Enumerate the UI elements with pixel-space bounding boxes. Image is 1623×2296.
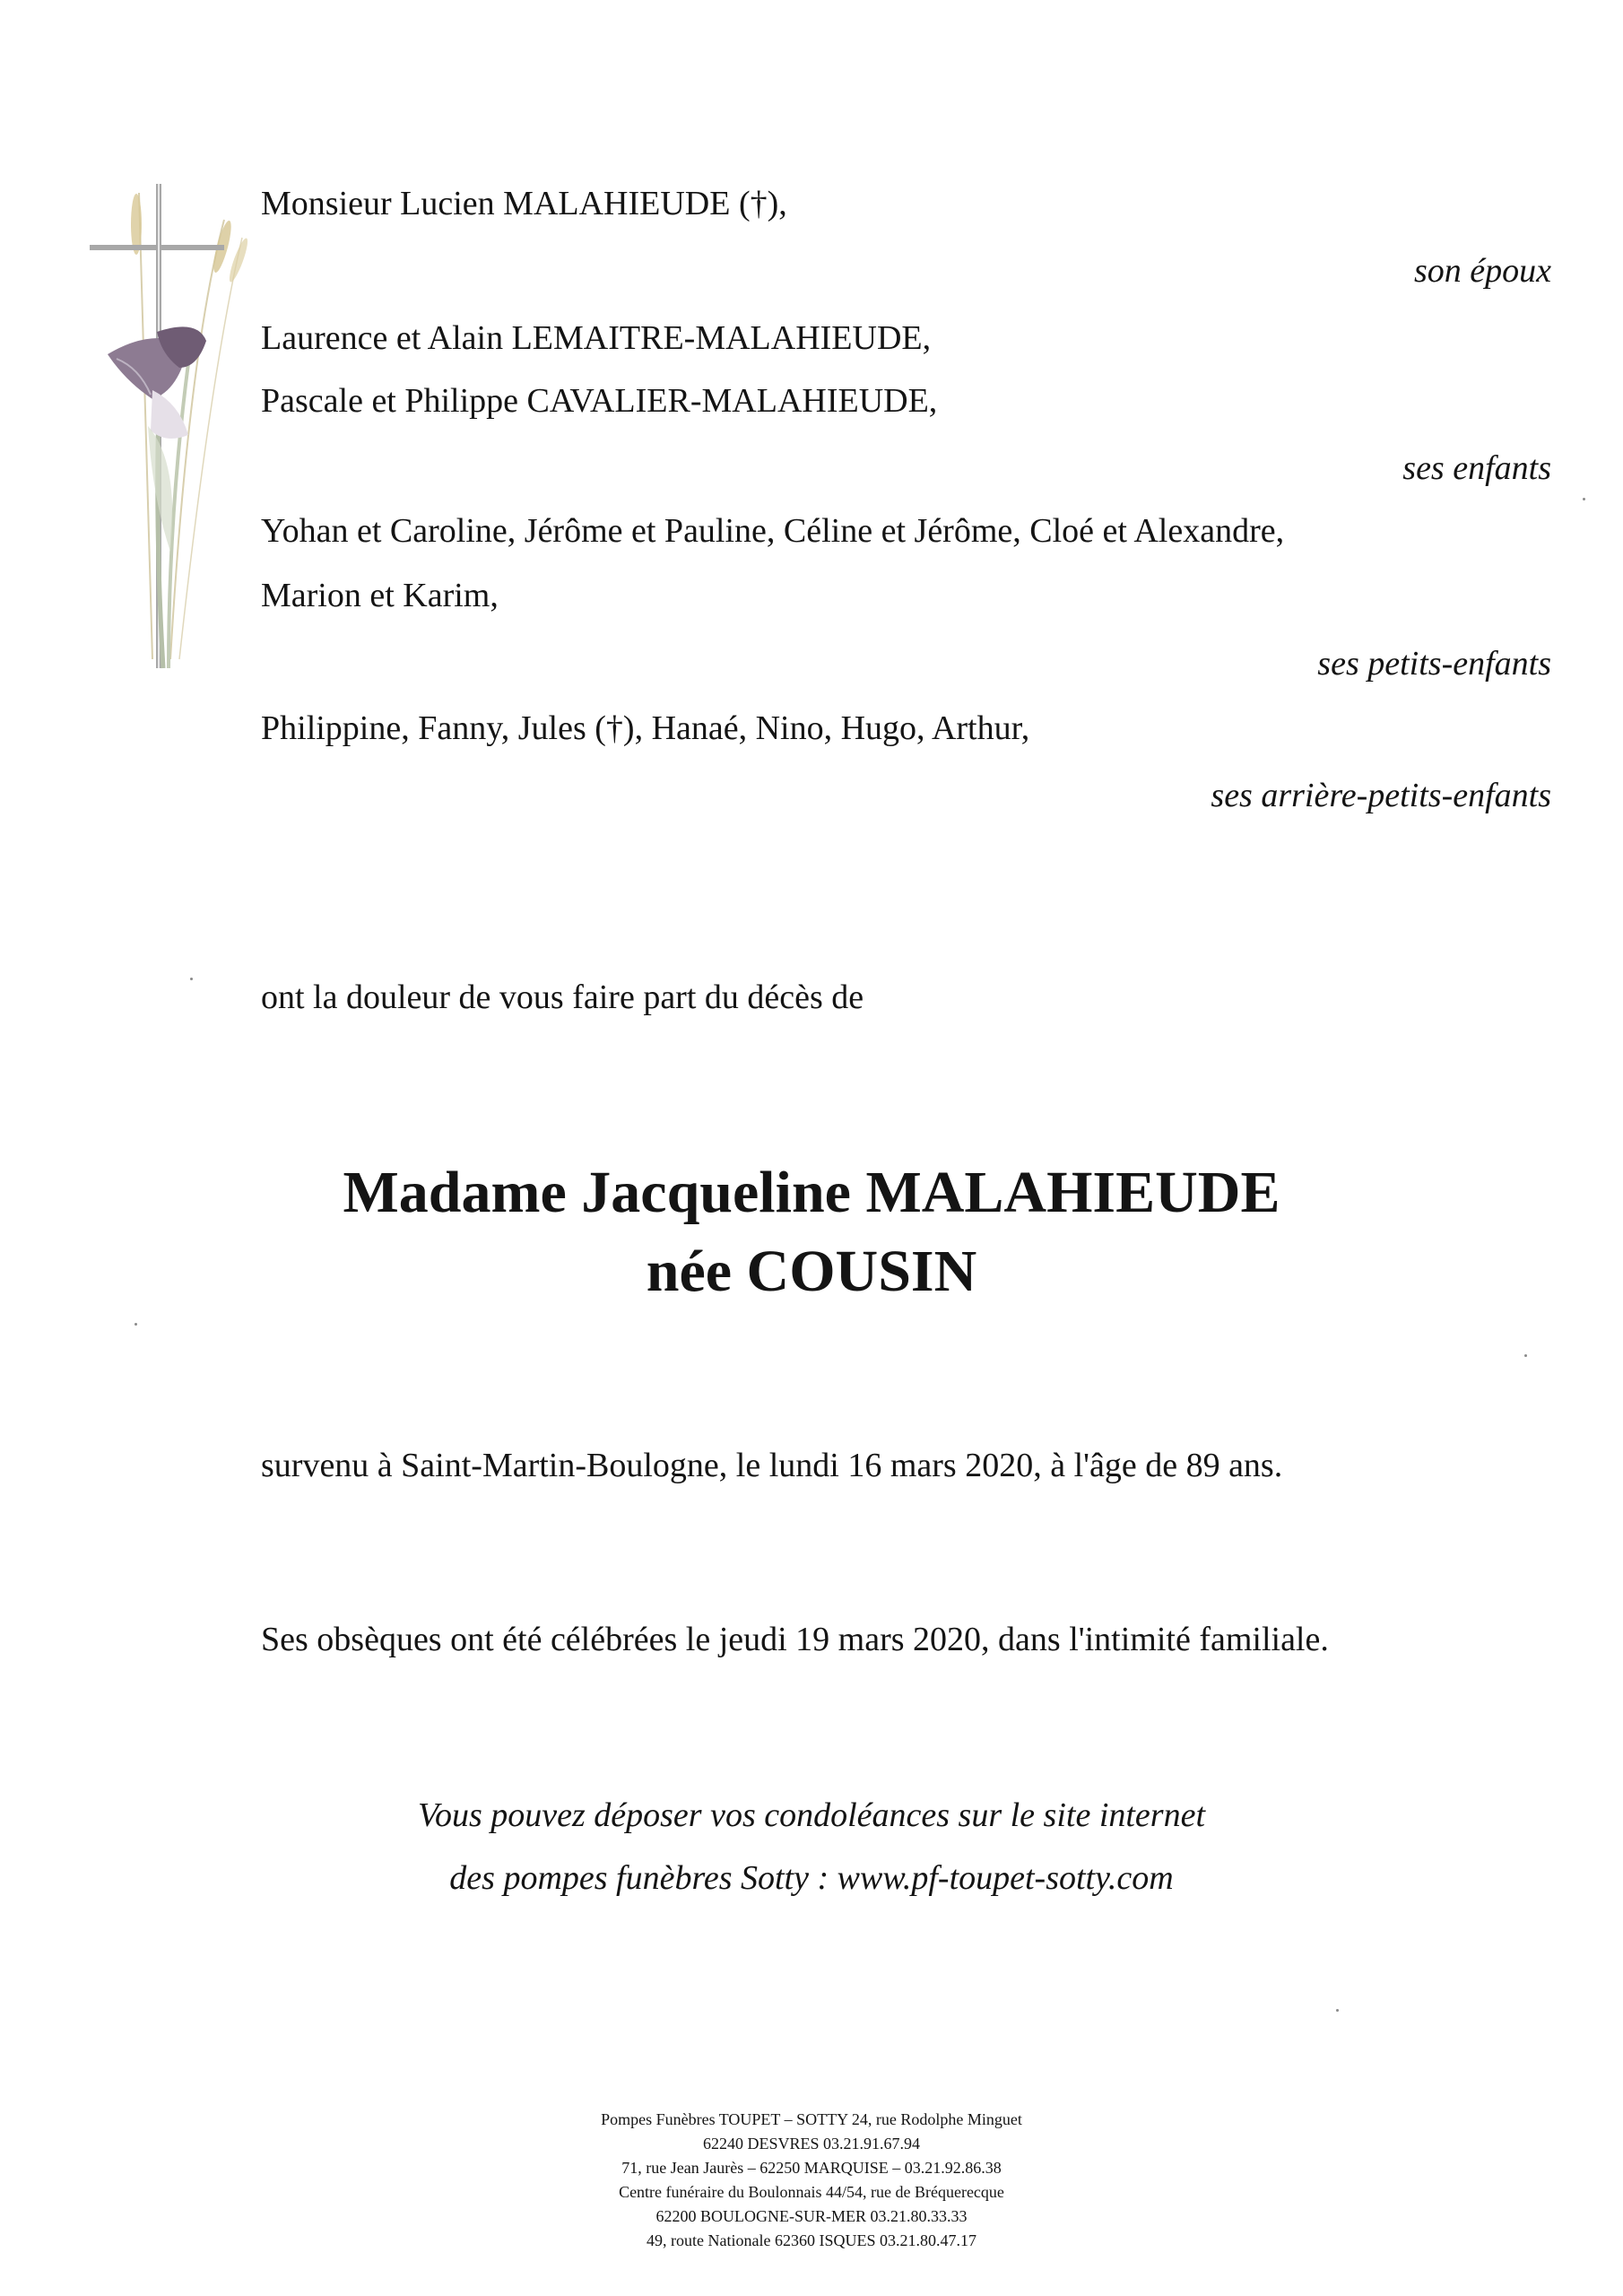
scan-speck — [135, 1323, 137, 1326]
announcement-text: ont la douleur de vous faire part du décès de — [261, 978, 864, 1016]
grandchildren-line-2: Marion et Karim, — [261, 577, 499, 614]
deceased-maiden-name: née COUSIN — [646, 1239, 977, 1304]
grandchildren-line-1: Yohan et Caroline, Jérôme et Pauline, Céline et Jérôme, Cloé et Alexandre, — [261, 512, 1285, 550]
great-grandchildren-line: Philippine, Fanny, Jules (†), Hanaé, Nino, Hugo, Arthur, — [261, 709, 1030, 747]
death-details: survenu à Saint-Martin-Boulogne, le lundi 16 mars 2020, à l'âge de 89 ans. — [261, 1447, 1283, 1484]
grandchildren-role: ses petits-enfants — [1317, 645, 1551, 683]
condolences-line-2: des pompes funèbres Sotty : www.pf-toupet-sotty.com — [449, 1859, 1174, 1897]
spouse-line: Monsieur Lucien MALAHIEUDE (†), — [261, 185, 787, 222]
condolences-line-1: Vous pouvez déposer vos condoléances sur le site internet — [417, 1796, 1206, 1834]
footer-line: 49, route Nationale 62360 ISQUES 03.21.80.47.17 — [647, 2231, 976, 2249]
cross-calla-lily-wheat-icon — [54, 175, 251, 677]
children-line-1: Laurence et Alain LEMAITRE-MALAHIEUDE, — [261, 319, 932, 357]
scan-speck — [190, 978, 193, 980]
footer-line: 62200 BOULOGNE-SUR-MER 03.21.80.33.33 — [655, 2207, 968, 2225]
funeral-home-footer — [0, 2108, 1623, 2253]
scan-speck — [1336, 2009, 1339, 2012]
children-role: ses enfants — [1402, 449, 1551, 487]
footer-line: Centre funéraire du Boulonnais 44/54, rue de Bréquerecque — [619, 2183, 1004, 2201]
footer-line: 62240 DESVRES 03.21.91.67.94 — [702, 2135, 920, 2152]
children-line-2: Pascale et Philippe CAVALIER-MALAHIEUDE, — [261, 382, 938, 420]
scan-speck — [1583, 498, 1585, 500]
funeral-details: Ses obsèques ont été célébrées le jeudi 19 mars 2020, dans l'intimité familiale. — [261, 1621, 1329, 1658]
scan-speck — [1524, 1354, 1527, 1357]
footer-line: 71, rue Jean Jaurès – 62250 MARQUISE – 03.21.92.86.38 — [621, 2159, 1002, 2177]
spouse-role: son époux — [1413, 252, 1551, 290]
great-grandchildren-role: ses arrière-petits-enfants — [1211, 777, 1551, 814]
footer-line: Pompes Funèbres TOUPET – SOTTY 24, rue Rodolphe Minguet — [601, 2110, 1022, 2128]
deceased-name: Madame Jacqueline MALAHIEUDE — [343, 1160, 1280, 1225]
